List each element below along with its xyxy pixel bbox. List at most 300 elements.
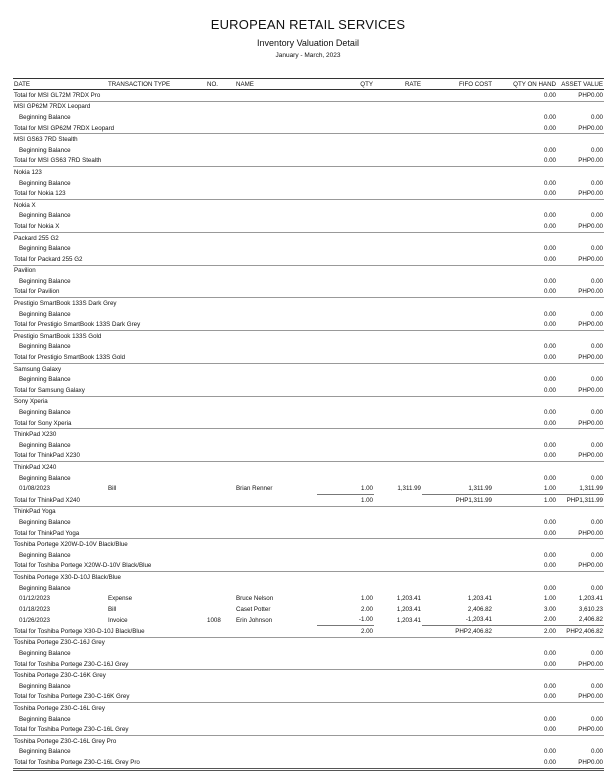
qty-cell: 1.00 xyxy=(317,494,374,506)
type-cell: Expense xyxy=(108,595,133,603)
item-total-row xyxy=(13,90,604,102)
total-label: Total for Toshiba Portege X30-D-10J Black/Blue xyxy=(13,626,317,638)
asset-value-cell: PHP0.00 xyxy=(557,385,604,396)
beginning-balance-row xyxy=(13,747,604,758)
col-qty-on-hand[interactable]: QTY ON HAND xyxy=(493,79,557,90)
item-group-header xyxy=(13,134,604,145)
report-title: Inventory Valuation Detail xyxy=(257,38,359,48)
item-total-row xyxy=(13,561,604,572)
total-label: Total for MSI GP62M 7RDX Leopard xyxy=(13,123,317,134)
col-qty[interactable]: QTY xyxy=(317,79,374,90)
date-cell: 01/26/2023 xyxy=(19,616,50,624)
asset-value-cell: PHP0.00 xyxy=(557,451,604,462)
asset-value-cell: 1,203.41 xyxy=(578,595,603,603)
item-name: Toshiba Portege Z30-C-16L Grey Pro xyxy=(14,737,117,745)
fifo-cost-cell: PHP2,406.82 xyxy=(422,626,493,638)
qty-on-hand-cell: 0.00 xyxy=(543,343,556,351)
company-name: EUROPEAN RETAIL SERVICES xyxy=(210,17,406,32)
beginning-balance-label: Beginning Balance xyxy=(19,179,71,187)
beginning-balance-row xyxy=(13,243,604,254)
beginning-balance-label: Beginning Balance xyxy=(19,113,71,121)
item-group-header xyxy=(13,101,604,112)
beginning-balance-label: Beginning Balance xyxy=(19,310,71,318)
qty-on-hand-cell: 2.00 xyxy=(543,616,556,624)
beginning-balance-row xyxy=(13,473,604,484)
total-label: Total for Sony Xperia xyxy=(13,418,317,429)
beginning-balance-label: Beginning Balance xyxy=(19,682,71,690)
qty-on-hand-cell: 0.00 xyxy=(543,179,556,187)
asset-value-cell: 0.00 xyxy=(590,682,603,690)
asset-value-cell: 0.00 xyxy=(590,409,603,417)
asset-value-cell: 0.00 xyxy=(590,277,603,285)
item-name: ThinkPad Yoga xyxy=(14,508,56,516)
qty-on-hand-cell: 0.00 xyxy=(543,441,556,449)
qty-on-hand-cell: 0.00 xyxy=(543,748,556,756)
qty-cell xyxy=(317,221,374,232)
fifo-cost-cell xyxy=(422,528,493,539)
fifo-cost-cell xyxy=(422,561,493,572)
qty-on-hand-cell: 0.00 xyxy=(543,212,556,220)
asset-value-cell: 3,610.23 xyxy=(578,605,603,613)
qty-cell xyxy=(317,319,374,330)
asset-value-cell: 0.00 xyxy=(590,343,603,351)
qty-on-hand-cell: 0.00 xyxy=(493,156,557,167)
asset-value-cell: PHP0.00 xyxy=(557,319,604,330)
item-total-row xyxy=(13,418,604,429)
item-group-header xyxy=(13,637,604,648)
fifo-cost-cell xyxy=(422,156,493,167)
qty-on-hand-cell: 0.00 xyxy=(543,113,556,121)
fifo-cost-cell: -1,203.41 xyxy=(465,616,492,624)
total-label: Total for ThinkPad X230 xyxy=(13,451,317,462)
qty-on-hand-cell: 0.00 xyxy=(543,650,556,658)
asset-value-cell: 0.00 xyxy=(590,113,603,121)
asset-value-cell: 0.00 xyxy=(590,650,603,658)
item-total-row xyxy=(13,692,604,703)
rate-cell xyxy=(374,757,422,769)
asset-value-cell: PHP0.00 xyxy=(557,561,604,572)
fifo-cost-cell xyxy=(422,352,493,363)
beginning-balance-label: Beginning Balance xyxy=(19,748,71,756)
fifo-cost-cell: 1,203.41 xyxy=(467,595,492,603)
item-name: Nokia X xyxy=(14,201,36,209)
col-date[interactable]: DATE xyxy=(13,79,107,90)
fifo-cost-cell xyxy=(422,418,493,429)
qty-cell xyxy=(317,659,374,670)
col-name[interactable]: NAME xyxy=(235,79,317,90)
total-label: Total for Toshiba Portege Z30-C-16L Grey Pro xyxy=(13,757,317,769)
rate-cell xyxy=(374,123,422,134)
qty-cell: 2.00 xyxy=(360,605,373,613)
asset-value-cell: 0.00 xyxy=(590,748,603,756)
beginning-balance-row xyxy=(13,276,604,287)
qty-on-hand-cell: 0.00 xyxy=(543,409,556,417)
qty-on-hand-cell: 0.00 xyxy=(493,319,557,330)
qty-cell xyxy=(317,287,374,298)
item-total-row xyxy=(13,352,604,363)
beginning-balance-row xyxy=(13,211,604,222)
rate-cell xyxy=(374,385,422,396)
rate-cell xyxy=(374,626,422,638)
qty-on-hand-cell: 1.00 xyxy=(543,595,556,603)
asset-value-cell: 0.00 xyxy=(590,245,603,253)
fifo-cost-cell xyxy=(422,724,493,735)
item-total-row xyxy=(13,494,604,506)
fifo-cost-cell xyxy=(422,188,493,199)
item-total-row xyxy=(13,123,604,134)
qty-on-hand-cell: 0.00 xyxy=(543,715,556,723)
beginning-balance-row xyxy=(13,583,604,594)
date-cell: 01/18/2023 xyxy=(19,605,50,613)
item-total-row xyxy=(13,287,604,298)
asset-value-cell: PHP0.00 xyxy=(557,254,604,265)
qty-on-hand-cell: 0.00 xyxy=(493,352,557,363)
asset-value-cell: 0.00 xyxy=(590,212,603,220)
fifo-cost-cell xyxy=(422,221,493,232)
total-label: Total for Nokia X xyxy=(13,221,317,232)
item-total-row xyxy=(13,757,604,769)
asset-value-cell: PHP0.00 xyxy=(557,724,604,735)
asset-value-cell: 1,311.99 xyxy=(579,485,603,493)
item-name: Prestigio SmartBook 133S Gold xyxy=(14,332,102,340)
asset-value-cell: 0.00 xyxy=(590,310,603,318)
beginning-balance-row xyxy=(13,374,604,385)
col-transaction-type[interactable]: TRANSACTION TYPE xyxy=(107,79,206,90)
qty-on-hand-cell: 0.00 xyxy=(493,385,557,396)
beginning-balance-label: Beginning Balance xyxy=(19,343,71,351)
item-group-header xyxy=(13,539,604,550)
qty-cell xyxy=(317,692,374,703)
asset-value-cell: 0.00 xyxy=(590,474,603,482)
total-label: Total for Toshiba Portege Z30-C-16L Grey xyxy=(13,724,317,735)
rate-cell: 1,203.41 xyxy=(396,595,421,603)
rate-cell xyxy=(374,90,422,102)
date-cell: 01/12/2023 xyxy=(19,595,50,603)
transaction-row xyxy=(13,593,604,604)
beginning-balance-label: Beginning Balance xyxy=(19,409,71,417)
qty-on-hand-cell: 0.00 xyxy=(493,757,557,769)
beginning-balance-label: Beginning Balance xyxy=(19,441,71,449)
rate-cell: 1,311.99 xyxy=(397,485,421,493)
asset-value-cell: PHP0.00 xyxy=(557,757,604,769)
rate-cell xyxy=(374,528,422,539)
fifo-cost-cell xyxy=(422,254,493,265)
qty-cell xyxy=(317,188,374,199)
col-no[interactable]: NO. xyxy=(206,79,235,90)
qty-cell xyxy=(317,385,374,396)
asset-value-cell: 0.00 xyxy=(590,376,603,384)
beginning-balance-row xyxy=(13,714,604,725)
beginning-balance-row xyxy=(13,550,604,561)
item-name: Toshiba Portege X30-D-10J Black/Blue xyxy=(14,573,121,581)
qty-on-hand-cell: 0.00 xyxy=(493,692,557,703)
item-total-row xyxy=(13,451,604,462)
asset-value-cell: PHP0.00 xyxy=(557,528,604,539)
item-group-header xyxy=(13,265,604,276)
report-body xyxy=(13,90,604,770)
qty-on-hand-cell: 0.00 xyxy=(493,724,557,735)
item-group-header xyxy=(13,736,604,747)
total-label: Total for Packard 255 G2 xyxy=(13,254,317,265)
item-total-row xyxy=(13,156,604,167)
item-name: MSI GP62M 7RDX Leopard xyxy=(14,103,91,111)
name-cell: Erin Johnson xyxy=(236,616,273,624)
qty-on-hand-cell: 3.00 xyxy=(543,605,556,613)
qty-on-hand-cell: 0.00 xyxy=(493,123,557,134)
fifo-cost-cell xyxy=(422,123,493,134)
total-label: Total for MSI GL72M 7RDX Pro xyxy=(13,90,317,102)
rate-cell xyxy=(374,221,422,232)
rate-cell xyxy=(374,156,422,167)
asset-value-cell: PHP0.00 xyxy=(557,659,604,670)
qty-on-hand-cell: 0.00 xyxy=(493,188,557,199)
no-cell xyxy=(206,483,235,494)
asset-value-cell: 0.00 xyxy=(590,179,603,187)
beginning-balance-row xyxy=(13,681,604,692)
item-group-header xyxy=(13,199,604,210)
item-group-header xyxy=(13,167,604,178)
asset-value-cell: PHP0.00 xyxy=(557,692,604,703)
qty-on-hand-cell: 0.00 xyxy=(493,418,557,429)
rate-cell xyxy=(374,319,422,330)
no-cell xyxy=(206,593,235,604)
qty-on-hand-cell: 0.00 xyxy=(493,659,557,670)
beginning-balance-label: Beginning Balance xyxy=(19,518,71,526)
asset-value-cell: 0.00 xyxy=(590,441,603,449)
total-label: Total for Toshiba Portege X20W-D-10V Black/Blue xyxy=(13,561,317,572)
no-cell xyxy=(206,604,235,615)
transaction-row xyxy=(13,483,604,494)
transaction-row xyxy=(13,604,604,615)
beginning-balance-label: Beginning Balance xyxy=(19,474,71,482)
qty-cell xyxy=(317,724,374,735)
rate-cell xyxy=(374,451,422,462)
inventory-valuation-table xyxy=(13,78,604,771)
fifo-cost-cell xyxy=(422,90,493,102)
qty-on-hand-cell: 0.00 xyxy=(493,254,557,265)
qty-on-hand-cell: 0.00 xyxy=(493,451,557,462)
beginning-balance-label: Beginning Balance xyxy=(19,376,71,384)
item-total-row xyxy=(13,659,604,670)
rate-cell xyxy=(374,287,422,298)
date-cell: 01/08/2023 xyxy=(19,485,50,493)
item-total-row xyxy=(13,724,604,735)
report-period: January - March, 2023 xyxy=(275,52,341,59)
item-group-header xyxy=(13,506,604,517)
qty-on-hand-cell: 0.00 xyxy=(543,277,556,285)
rate-cell xyxy=(374,724,422,735)
beginning-balance-label: Beginning Balance xyxy=(19,715,71,723)
transaction-row xyxy=(13,615,604,626)
total-label: Total for Toshiba Portege Z30-C-16J Grey xyxy=(13,659,317,670)
beginning-balance-label: Beginning Balance xyxy=(19,212,71,220)
total-label: Total for Pavilion xyxy=(13,287,317,298)
qty-cell xyxy=(317,254,374,265)
item-name: Toshiba Portege X20W-D-10V Black/Blue xyxy=(14,541,128,549)
beginning-balance-row xyxy=(13,178,604,189)
asset-value-cell: PHP0.00 xyxy=(557,156,604,167)
item-group-header xyxy=(13,331,604,342)
asset-value-cell: PHP0.00 xyxy=(557,123,604,134)
item-total-row xyxy=(13,385,604,396)
col-rate[interactable]: RATE xyxy=(374,79,422,90)
rate-cell: 1,203.41 xyxy=(396,605,421,613)
fifo-cost-cell: 2,406.82 xyxy=(467,605,492,613)
item-name: MSI GS63 7RD Stealth xyxy=(14,136,78,144)
item-total-row xyxy=(13,221,604,232)
item-group-header xyxy=(13,572,604,583)
item-group-header xyxy=(13,462,604,473)
beginning-balance-label: Beginning Balance xyxy=(19,650,71,658)
total-label: Total for ThinkPad X240 xyxy=(13,494,317,506)
beginning-balance-label: Beginning Balance xyxy=(19,584,71,592)
asset-value-cell: PHP2,406.82 xyxy=(557,626,604,638)
qty-on-hand-cell: 0.00 xyxy=(493,221,557,232)
fifo-cost-cell: PHP1,311.99 xyxy=(422,494,493,506)
total-label: Total for MSI GS63 7RD Stealth xyxy=(13,156,317,167)
beginning-balance-label: Beginning Balance xyxy=(19,551,71,559)
qty-on-hand-cell: 0.00 xyxy=(543,310,556,318)
beginning-balance-row xyxy=(13,407,604,418)
fifo-cost-cell xyxy=(422,451,493,462)
qty-on-hand-cell: 0.00 xyxy=(493,528,557,539)
type-cell: Bill xyxy=(108,605,117,613)
rate-cell xyxy=(374,692,422,703)
item-name: Packard 255 G2 xyxy=(14,234,59,242)
fifo-cost-cell xyxy=(422,659,493,670)
qty-cell xyxy=(317,123,374,134)
col-asset-value[interactable]: ASSET VALUE xyxy=(557,79,604,90)
asset-value-cell: PHP0.00 xyxy=(557,90,604,102)
rate-cell xyxy=(374,254,422,265)
item-total-row xyxy=(13,188,604,199)
qty-cell: 1.00 xyxy=(360,485,373,493)
qty-cell xyxy=(317,561,374,572)
qty-on-hand-cell: 0.00 xyxy=(543,551,556,559)
item-group-header xyxy=(13,232,604,243)
beginning-balance-row xyxy=(13,309,604,320)
item-total-row xyxy=(13,319,604,330)
qty-cell: -1.00 xyxy=(358,616,373,624)
total-label: Total for Nokia 123 xyxy=(13,188,317,199)
rate-cell: 1,203.41 xyxy=(396,616,421,624)
asset-value-cell: PHP0.00 xyxy=(557,287,604,298)
fifo-cost-cell xyxy=(422,385,493,396)
qty-on-hand-cell: 0.00 xyxy=(543,518,556,526)
beginning-balance-row xyxy=(13,342,604,353)
asset-value-cell: 2,406.82 xyxy=(578,616,603,624)
qty-on-hand-cell: 1.00 xyxy=(543,485,556,493)
item-name: Pavilion xyxy=(14,267,36,275)
asset-value-cell: 0.00 xyxy=(590,518,603,526)
asset-value-cell: 0.00 xyxy=(590,715,603,723)
item-name: Toshiba Portege Z30-C-16J Grey xyxy=(14,639,105,647)
total-label: Total for ThinkPad Yoga xyxy=(13,528,317,539)
asset-value-cell: PHP0.00 xyxy=(557,221,604,232)
item-name: Prestigio SmartBook 133S Dark Grey xyxy=(14,300,117,308)
item-name: Nokia 123 xyxy=(14,168,42,176)
beginning-balance-label: Beginning Balance xyxy=(19,277,71,285)
item-total-row xyxy=(13,254,604,265)
rate-cell xyxy=(374,561,422,572)
qty-on-hand-cell: 0.00 xyxy=(543,376,556,384)
rate-cell xyxy=(374,352,422,363)
beginning-balance-row xyxy=(13,648,604,659)
asset-value-cell: 0.00 xyxy=(590,146,603,154)
item-group-header xyxy=(13,396,604,407)
qty-on-hand-cell: 2.00 xyxy=(493,626,557,638)
qty-on-hand-cell: 0.00 xyxy=(543,584,556,592)
fifo-cost-cell xyxy=(422,319,493,330)
qty-on-hand-cell: 0.00 xyxy=(493,287,557,298)
beginning-balance-row xyxy=(13,440,604,451)
name-cell: Caset Potter xyxy=(236,605,271,613)
beginning-balance-label: Beginning Balance xyxy=(19,245,71,253)
qty-on-hand-cell: 0.00 xyxy=(543,245,556,253)
rate-cell xyxy=(374,188,422,199)
qty-cell xyxy=(317,90,374,102)
qty-cell: 2.00 xyxy=(317,626,374,638)
beginning-balance-row xyxy=(13,517,604,528)
beginning-balance-row xyxy=(13,112,604,123)
qty-on-hand-cell: 0.00 xyxy=(493,561,557,572)
item-total-row xyxy=(13,528,604,539)
qty-on-hand-cell: 1.00 xyxy=(493,494,557,506)
qty-on-hand-cell: 0.00 xyxy=(493,90,557,102)
qty-cell: 1.00 xyxy=(360,595,373,603)
qty-on-hand-cell: 0.00 xyxy=(543,474,556,482)
item-group-header xyxy=(13,298,604,309)
qty-on-hand-cell: 0.00 xyxy=(543,682,556,690)
asset-value-cell: PHP0.00 xyxy=(557,352,604,363)
rate-cell xyxy=(374,659,422,670)
fifo-cost-cell xyxy=(422,757,493,769)
rate-cell xyxy=(374,418,422,429)
name-cell: Bruce Nelson xyxy=(236,595,274,603)
total-label: Total for Toshiba Portege Z30-C-16K Grey xyxy=(13,692,317,703)
qty-cell xyxy=(317,156,374,167)
item-total-row xyxy=(13,626,604,638)
qty-on-hand-cell: 0.00 xyxy=(543,146,556,154)
asset-value-cell: 0.00 xyxy=(590,584,603,592)
item-name: Samsung Galaxy xyxy=(14,365,62,373)
qty-cell xyxy=(317,418,374,429)
item-name: ThinkPad X240 xyxy=(14,463,57,471)
fifo-cost-cell xyxy=(422,692,493,703)
type-cell: Invoice xyxy=(108,616,128,624)
qty-cell xyxy=(317,352,374,363)
fifo-cost-cell: 1,311.99 xyxy=(468,485,492,493)
item-name: ThinkPad X230 xyxy=(14,431,57,439)
beginning-balance-label: Beginning Balance xyxy=(19,146,71,154)
asset-value-cell: PHP1,311.99 xyxy=(557,494,604,506)
type-cell: Bill xyxy=(108,485,117,493)
item-group-header xyxy=(13,429,604,440)
qty-cell xyxy=(317,451,374,462)
total-label: Total for Samsung Galaxy xyxy=(13,385,317,396)
item-name: Toshiba Portege Z30-C-16L Grey xyxy=(14,705,105,713)
item-group-header xyxy=(13,363,604,374)
qty-cell xyxy=(317,528,374,539)
col-fifo-cost[interactable]: FIFO COST xyxy=(422,79,493,90)
total-label: Total for Prestigio SmartBook 133S Dark Grey xyxy=(13,319,317,330)
asset-value-cell: 0.00 xyxy=(590,551,603,559)
qty-cell xyxy=(317,757,374,769)
rate-cell xyxy=(374,494,422,506)
item-group-header xyxy=(13,703,604,714)
total-label: Total for Prestigio SmartBook 133S Gold xyxy=(13,352,317,363)
item-name: Toshiba Portege Z30-C-16K Grey xyxy=(14,672,106,680)
